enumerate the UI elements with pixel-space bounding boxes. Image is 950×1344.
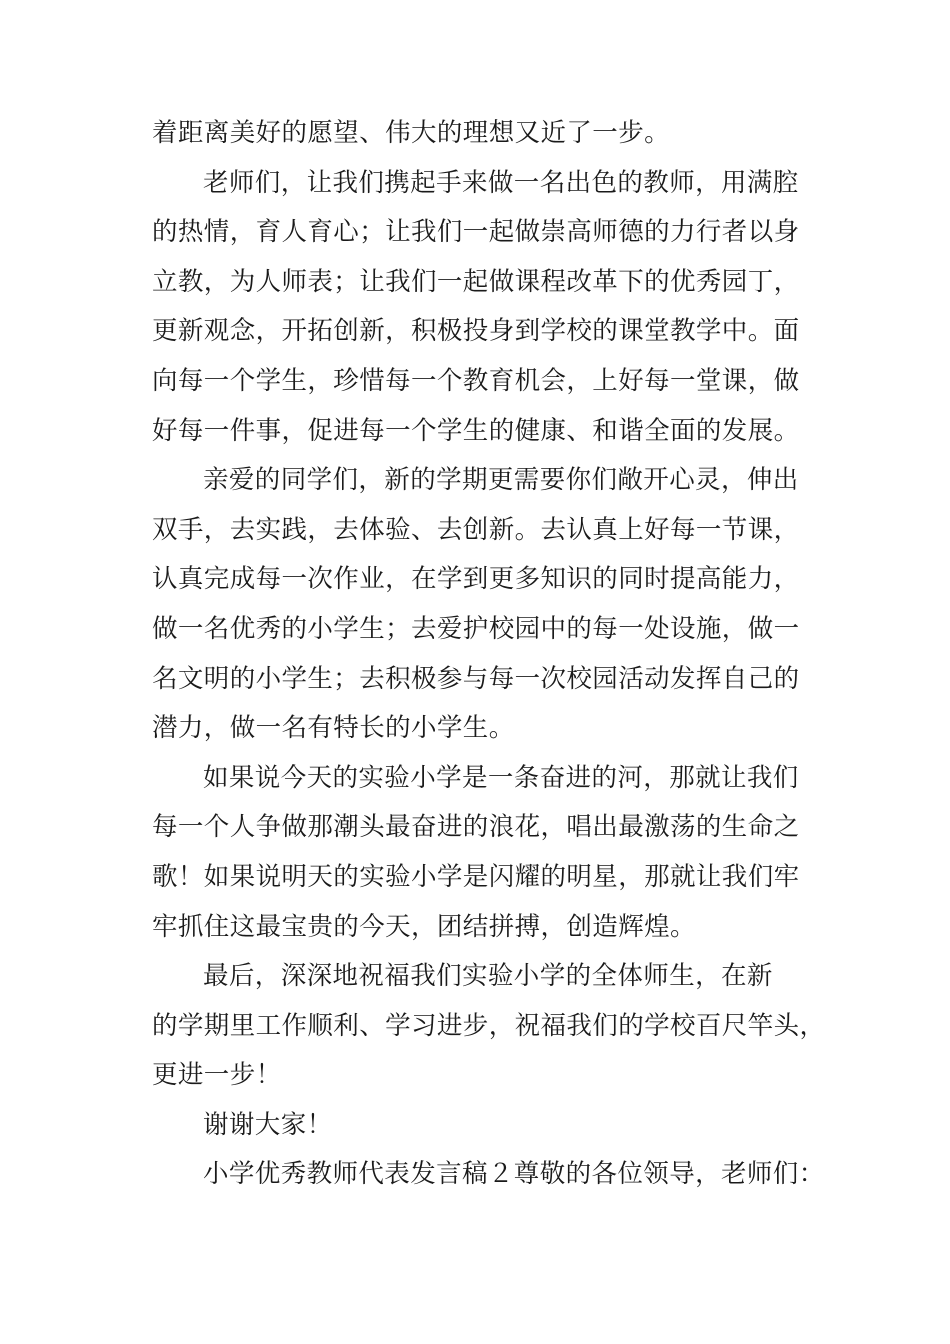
text-line: 双手，去实践，去体验、去创新。去认真上好每一节课，	[152, 514, 800, 545]
text-line: 如果说今天的实验小学是一条奋进的河，那就让我们	[203, 762, 799, 793]
text-line: 做一名优秀的小学生；去爱护校园中的每一处设施，做一	[152, 613, 800, 644]
text-line: 歌！如果说明天的实验小学是闪耀的明星，那就让我们牢	[152, 861, 800, 892]
text-line: 名文明的小学生；去积极参与每一次校园活动发挥自己的	[152, 663, 800, 694]
text-line: 老师们，让我们携起手来做一名出色的教师，用满腔	[203, 167, 799, 198]
text-line: 最后，深深地祝福我们实验小学的全体师生，在新	[203, 961, 773, 992]
text-line: 的热情，育人育心；让我们一起做崇高师德的力行者以身	[152, 217, 800, 248]
text-line: 的学期里工作顺利、学习进步，祝福我们的学校百尺竿头，	[152, 1010, 826, 1041]
text-line: 向每一个学生，珍惜每一个教育机会，上好每一堂课，做	[152, 365, 800, 396]
text-line: 着距离美好的愿望、伟大的理想又近了一步。	[152, 118, 671, 148]
document-body	[152, 109, 826, 1200]
text-line: 认真完成每一次作业，在学到更多知识的同时提高能力，	[152, 564, 800, 595]
text-line: 更进一步！	[152, 1060, 282, 1091]
text-line: 亲爱的同学们，新的学期更需要你们敞开心灵，伸出	[203, 465, 799, 496]
text-line: 每一个人争做那潮头最奋进的浪花，唱出最激荡的生命之	[152, 812, 800, 843]
text-line: 好每一件事，促进每一个学生的健康、和谐全面的发展。	[152, 415, 800, 446]
text-line: 牢抓住这最宝贵的今天，团结拼搏，创造辉煌。	[152, 911, 696, 942]
text-line: 更新观念，开拓创新，积极投身到学校的课堂教学中。面	[152, 316, 800, 347]
text-line: 谢谢大家！	[203, 1109, 333, 1140]
text-line: 潜力，做一名有特长的小学生。	[152, 713, 515, 744]
text-line: 立教，为人师表；让我们一起做课程改革下的优秀园丁，	[152, 266, 800, 297]
text-line: 小学优秀教师代表发言稿２尊敬的各位领导，老师们：	[203, 1159, 825, 1190]
